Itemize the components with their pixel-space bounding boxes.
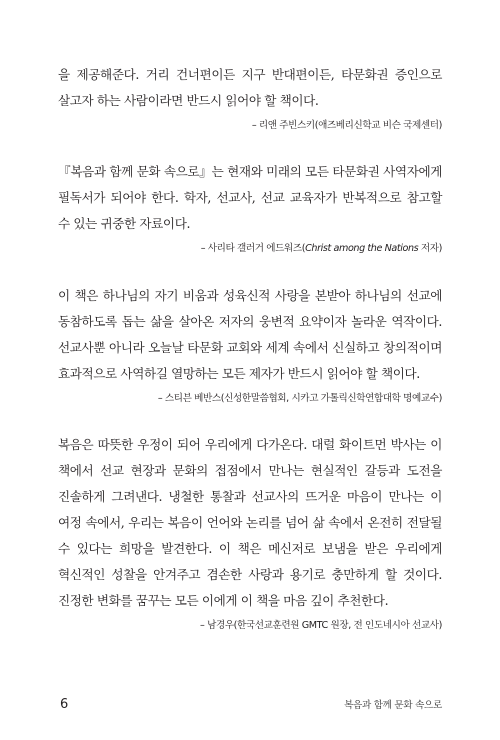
endorsement-attribution: – 스티븐 베반스(신성한말씀협회, 시카고 가톨릭신학연합대학 명예교수) <box>157 393 442 404</box>
endorsement-text: 이 책은 하나님의 자기 비움과 성육신적 사랑을 본받아 하나님의 선교에 동참하도록 돕는 삶을 살아온 저자의 웅변적 요약이자 놀라운 역작이다. 선교사뿐 아니라 오늘날 타문화 교회와 세계 속에서 신실하고 창의적이며 효과적으로 사역하길 열망하는 모든 제자가 반드시 읽어야 할 책이다. <box>58 288 442 381</box>
endorsement-attribution: – 리앤 주빈스키(애즈베리신학교 비슨 국제센터) <box>251 120 442 131</box>
page-number: 6 <box>60 697 69 712</box>
endorsement-text: 복음은 따뜻한 우정이 되어 우리에게 다가온다. 대럴 화이트먼 박사는 이 책에서 선교 현장과 문화의 접점에서 만나는 현실적인 갈등과 도전을 진솔하게 그려낸다. 냉철한 통찰과 선교사의 뜨거운 마음이 만나는 이 여정 속에서, 우리는 복음이 언어와 논리를 넘어 삶 속에서 온전히 전달될 수 있다는 희망을 발견한다. 이 책은 메신저로 보냄을 받은 우리에게 혁신적인 성찰을 안겨주고 겸손한 사랑과 용기로 충만하게 할 것이다. 진정한 변화를 꿈꾸는 모든 이에게 이 책을 마음 깊이 추천한다. <box>58 437 442 608</box>
endorsement-attribution: – 남경우(한국선교훈련원 GMTC 원장, 전 인도네시아 선교사) <box>200 620 442 631</box>
endorsement-2 <box>58 159 442 256</box>
attribution-book-title: Christ among the Nations <box>305 243 419 254</box>
running-title: 복음과 함께 문화 속으로 <box>344 700 442 711</box>
endorsement-3 <box>58 283 442 406</box>
endorsement-text: 『복음과 함께 문화 속으로』는 현재와 미래의 모든 타문화권 사역자에게 필독서가 되어야 한다. 학자, 선교사, 선교 교육자가 반복적으로 참고할 수 있는 귀중한 자료이다. <box>58 164 442 231</box>
attribution-name: – 사리타 갤러거 에드워즈( <box>200 243 306 254</box>
endorsement-4 <box>58 432 442 633</box>
endorsement-attribution <box>58 242 442 256</box>
endorsement-1 <box>58 62 442 133</box>
endorsement-text: 을 제공해준다. 거리 건너편이든 지구 반대편이든, 타문화권 증인으로 살고자 하는 사람이라면 반드시 읽어야 할 책이다. <box>58 67 442 108</box>
attribution-suffix: 저자) <box>418 243 442 254</box>
